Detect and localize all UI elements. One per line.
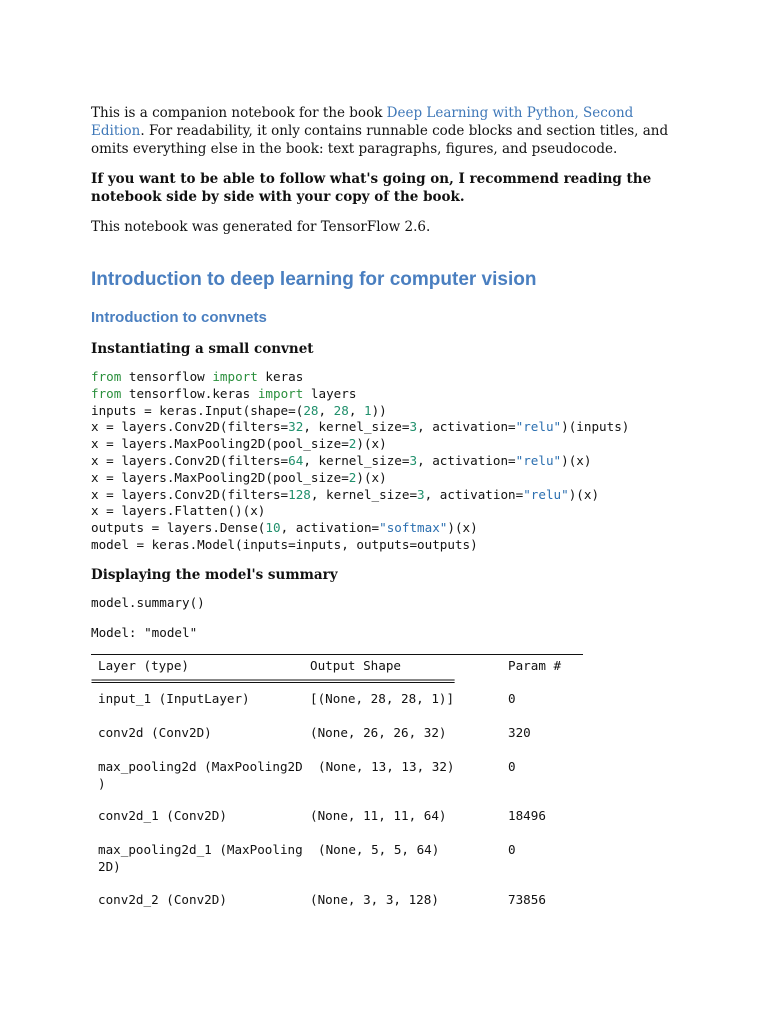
notebook-intro: [91, 104, 681, 158]
heading-model-summary: Displaying the model's summary: [91, 567, 338, 583]
row-shape: (None, 13, 13, 32): [318, 759, 455, 774]
row-shape: [(None, 28, 28, 1)]: [310, 691, 455, 706]
row-layer: conv2d (Conv2D): [98, 725, 212, 740]
book-link[interactable]: Deep Learning with Python, Second Edition: [91, 105, 634, 139]
row-params: 0: [508, 842, 516, 857]
subsection-heading-convnets: Introduction to convnets: [91, 309, 267, 326]
row-shape: (None, 3, 3, 128): [310, 892, 439, 907]
intro-paragraph: [91, 104, 681, 158]
heading-instantiating-convnet: Instantiating a small convnet: [91, 341, 314, 357]
row-shape: (None, 5, 5, 64): [318, 842, 440, 857]
row-params: 0: [508, 759, 516, 774]
row-layer: max_pooling2d_1 (MaxPooling: [98, 842, 303, 857]
intro-text-cont: . For readability, it only contains runnable code blocks and section titles, and omits everything else in the book: text paragraphs, figures, and pseudocode.: [91, 123, 669, 157]
header-layer-type: Layer (type): [98, 658, 189, 673]
row-layer: input_1 (InputLayer): [98, 691, 250, 706]
row-params: 73856: [508, 892, 546, 907]
code-block-convnet: from tensorflow import keras from tensorflow.keras import layers inputs = keras.Input(shape=(28, 28, 1)) x = layers.Conv2D(filters=32, kernel_size=3, activation="relu")(inputs) x = layers.MaxPooling2D(pool_size=2)(x) x = layers.Conv2D(filters=64, kernel_size=3, activation="relu")(x) x = layers.MaxPooling2D(pool_size=2)(x) x = layers.Conv2D(filters=128, kernel_size=3, activation="relu")(x) x = layers.Flatten()(x) outputs = layers.Dense(10, activation="softmax")(x) model = keras.Model(inputs=inputs, outputs=outputs): [91, 369, 630, 552]
header-output-shape: Output Shape: [310, 658, 401, 673]
row-layer-continuation: 2D): [98, 859, 121, 874]
row-params: 320: [508, 725, 531, 740]
row-layer-continuation: ): [98, 776, 106, 791]
header-param-count: Param #: [508, 658, 562, 673]
intro-text: This is a companion notebook for the book: [91, 105, 387, 121]
row-shape: (None, 11, 11, 64): [310, 808, 447, 823]
table-separator: =================================================================: [91, 674, 454, 688]
row-shape: (None, 26, 26, 32): [310, 725, 447, 740]
row-layer: max_pooling2d (MaxPooling2D: [98, 759, 303, 774]
section-heading-computer-vision: Introduction to deep learning for computer vision: [91, 269, 537, 290]
row-layer: conv2d_1 (Conv2D): [98, 808, 227, 823]
tensorflow-version-note: This notebook was generated for TensorFlow 2.6.: [91, 219, 431, 235]
recommendation-paragraph: If you want to be able to follow what's going on, I recommend reading the notebook side by side with your copy of the book.: [91, 171, 652, 205]
row-params: 0: [508, 691, 516, 706]
row-layer: conv2d_2 (Conv2D): [98, 892, 227, 907]
row-params: 18496: [508, 808, 546, 823]
table-top-rule: [91, 654, 583, 655]
model-name-output: Model: "model": [91, 625, 198, 640]
code-model-summary: model.summary(): [91, 595, 205, 610]
